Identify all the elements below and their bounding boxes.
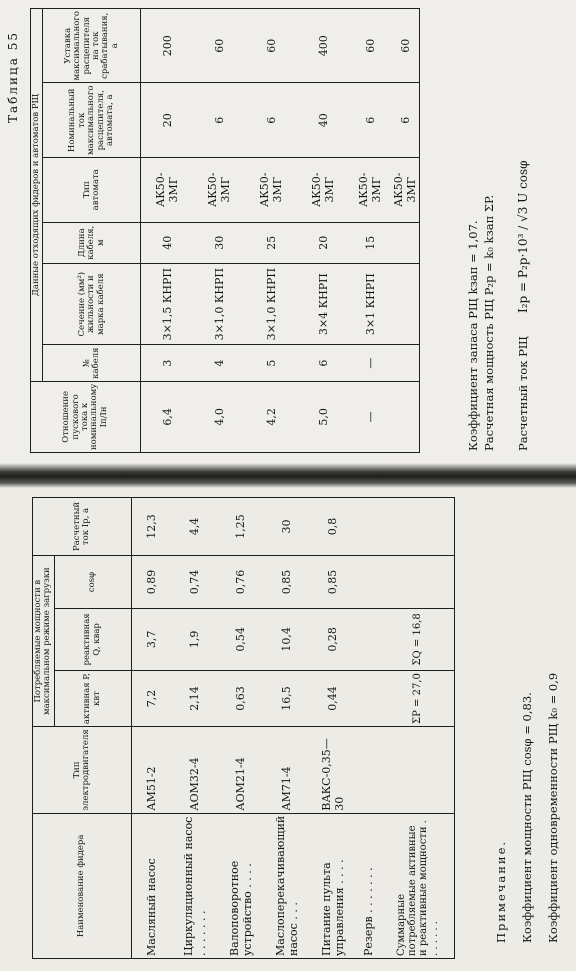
cell-q: [356, 609, 382, 671]
cell: 3×1,0 КНРП: [193, 263, 245, 345]
cell-cos: [356, 556, 382, 609]
cell: —: [349, 345, 391, 381]
cell: 60: [391, 9, 420, 84]
cell: 40: [297, 83, 349, 157]
header-trip-setting: Уставка максимального расцепителя на ток срабатывания, а: [43, 9, 141, 84]
feeder-data-table: [30, 8, 420, 453]
cell-q: 1,9: [172, 609, 218, 671]
header-cable-number: № кабеля: [43, 345, 141, 381]
cell: АК50-3МГ: [391, 157, 420, 222]
cell: 6: [297, 345, 349, 381]
cell-motor: ВАКС-0,35—30: [310, 727, 356, 813]
cell-cos: 0,76: [218, 556, 264, 609]
header-cable-length: Длина кабеля, м: [43, 222, 141, 263]
cell-q: 0,54: [218, 609, 264, 671]
note-power-factor: Коэффициент мощности РЩ cosφ = 0,83.: [520, 692, 534, 943]
header-group-feeders: Данные отходящих фидеров и автоматов РЩ: [31, 9, 43, 382]
top-page-content: [0, 0, 576, 463]
cell: 60: [245, 9, 297, 84]
cell: —: [349, 381, 391, 452]
cell-feeder: Масляный насос: [131, 813, 172, 958]
table-row: [297, 9, 349, 453]
note-reserve-coefficient: Коэффициент запаса РЩ kзап = 1,07.: [466, 220, 480, 451]
cell: АК50-3МГ: [349, 157, 391, 222]
table-row: [141, 9, 194, 453]
cell: 4,0: [193, 381, 245, 452]
cell: АК50-3МГ: [245, 157, 297, 222]
cell-feeder: Маслоперекачивающий насос . . .: [264, 813, 310, 958]
table-row: [131, 498, 172, 959]
table-caption: Таблица 55: [6, 31, 20, 123]
table-row: [172, 498, 218, 959]
cell: 6: [245, 83, 297, 157]
header-active-power: активная P, квт: [54, 670, 131, 726]
cell-p: [356, 670, 382, 726]
header-feeder-name: Наименование фидера: [33, 813, 132, 958]
cell: [391, 381, 420, 452]
header-cable-section: Сечение (мм²) жильности и марка кабеля: [43, 263, 141, 345]
cell-p: 16,5: [264, 670, 310, 726]
cell: 5,0: [297, 381, 349, 452]
header-start-ratio: Отношение пускового тока к номинальному Iп/Iн: [31, 381, 141, 452]
cell: 20: [141, 83, 194, 157]
header-nominal-current: Номинальный ток максимального расцепителя, автомата, а: [43, 83, 141, 157]
cell-q-total: ΣQ = 16,8: [382, 609, 455, 671]
table-row: [349, 9, 391, 453]
cell-i: [382, 498, 455, 556]
header-motor-type: Тип электродвигателя: [33, 727, 132, 813]
cell: 3×4 КНРП: [297, 263, 349, 345]
cell: АК50-3МГ: [193, 157, 245, 222]
cell: АК50-3МГ: [297, 157, 349, 222]
cell-motor: АМ51-2: [131, 727, 172, 813]
note-simultaneity: Коэффициент одновременности РЩ k₀ = 0,9: [546, 672, 560, 943]
cell-cos: 0,85: [310, 556, 356, 609]
cell-cos: 0,74: [172, 556, 218, 609]
table-row: [245, 9, 297, 453]
cell-q: 3,7: [131, 609, 172, 671]
cell: 15: [349, 222, 391, 263]
cell-i: 1,25: [218, 498, 264, 556]
cell-q: 0,28: [310, 609, 356, 671]
cell-i: 0,8: [310, 498, 356, 556]
cell: [391, 263, 420, 345]
cell-motor: АОМ21-4: [218, 727, 264, 813]
cell: [391, 222, 420, 263]
table-row: [356, 498, 382, 959]
cell: 400: [297, 9, 349, 84]
cell-p: 2,14: [172, 670, 218, 726]
book-spine-shadow: [0, 463, 576, 488]
cell: 20: [297, 222, 349, 263]
cell: 40: [141, 222, 194, 263]
cell-i: 4,4: [172, 498, 218, 556]
cell: 60: [193, 9, 245, 84]
cell-i: 30: [264, 498, 310, 556]
cell: [391, 345, 420, 381]
cell: 3×1,5 КНРП: [141, 263, 194, 345]
cell: 5: [245, 345, 297, 381]
cell-feeder: Резерв . . . . . . .: [356, 813, 382, 958]
table-row: [264, 498, 310, 959]
note-title: Примечание.: [494, 839, 508, 943]
header-design-current: Расчетный ток Iр, а: [33, 498, 132, 556]
cell: 6: [193, 83, 245, 157]
cell-motor: АМ71-4: [264, 727, 310, 813]
cell-feeder: Питание пульта управления . . . .: [310, 813, 356, 958]
design-current-formula: I₂p = P₂p·10³ / √3 U cosφ: [516, 160, 530, 313]
header-power-group: Потребляемые мощности в максимальном режиме загрузки: [33, 556, 55, 727]
page-bottom-half: [0, 488, 576, 971]
table-row-total: [382, 498, 455, 959]
cell: 25: [245, 222, 297, 263]
bottom-page-content: [0, 488, 576, 971]
cell-cos: 0,85: [264, 556, 310, 609]
cell-motor: [356, 727, 382, 813]
cell-motor: АОМ32-4: [172, 727, 218, 813]
cell-p: 0,44: [310, 670, 356, 726]
cell-feeder: Валоповоротное устройство . . . .: [218, 813, 264, 958]
cell: 3: [141, 345, 194, 381]
cell: 4: [193, 345, 245, 381]
table-row: [391, 9, 420, 453]
cell-p: 0,63: [218, 670, 264, 726]
cell-i: 12,3: [131, 498, 172, 556]
cell: 6: [391, 83, 420, 157]
cell: 30: [193, 222, 245, 263]
cell-q: 10,4: [264, 609, 310, 671]
cell-feeder: Суммарные потребляемые активные и реактивные мощности . . . . . . .: [382, 813, 455, 958]
table-row: [193, 9, 245, 453]
cell-cos: [382, 556, 455, 609]
cell: АК50-3МГ: [141, 157, 194, 222]
header-reactive-power: реактивная Q, квар: [54, 609, 131, 671]
cell-i: [356, 498, 382, 556]
cell: 4,2: [245, 381, 297, 452]
cell-motor: [382, 727, 455, 813]
cell: 6: [349, 83, 391, 157]
cell: 6,4: [141, 381, 194, 452]
cell: 3×1,0 КНРП: [245, 263, 297, 345]
note-design-power: Расчетная мощность РЩ P₂p = k₀ kзап ΣP.: [482, 194, 496, 451]
cell-p: 7,2: [131, 670, 172, 726]
cell-p-total: ΣP = 27,0: [382, 670, 455, 726]
note-design-current-label: Расчетный ток РЩ: [516, 336, 530, 451]
header-cos: cosφ: [54, 556, 131, 609]
table-row: [310, 498, 356, 959]
page-top-half: [0, 0, 576, 463]
power-consumption-table: [32, 497, 455, 959]
cell-feeder: Циркуляционный насос . . . . . . .: [172, 813, 218, 958]
table-row: [218, 498, 264, 959]
cell: 200: [141, 9, 194, 84]
cell-cos: 0,89: [131, 556, 172, 609]
cell: 3×1 КНРП: [349, 263, 391, 345]
cell: 60: [349, 9, 391, 84]
header-breaker-type: Тип автомата: [43, 157, 141, 222]
